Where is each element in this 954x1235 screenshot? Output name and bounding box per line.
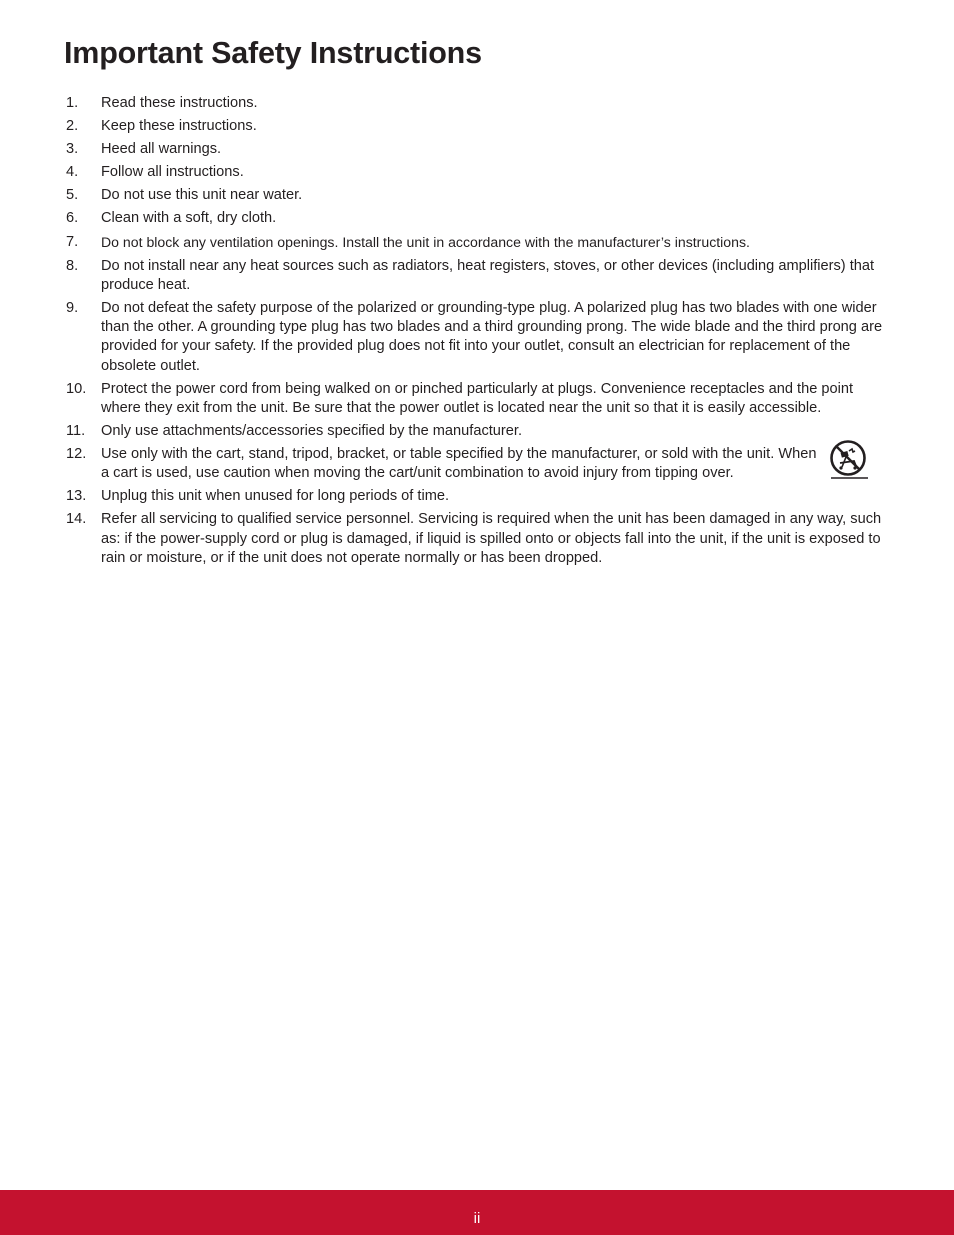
page-title: Important Safety Instructions <box>64 36 482 70</box>
page-number: ii <box>473 1210 481 1227</box>
instruction-number: 7. <box>66 233 79 250</box>
instruction-text: Only use attachments/accessories specified by the manufacturer. <box>101 422 522 439</box>
cart-tip-over-warning-icon <box>828 439 872 481</box>
instruction-number: 11. <box>66 422 86 439</box>
instruction-item <box>66 94 890 113</box>
instruction-number: 1. <box>66 95 79 111</box>
instruction-text: Use only with the cart, stand, tripod, bracket, or table specified by the manufacturer, or sold with the unit. When a cart is used, use caution when moving the cart/unit combination to avoid injury from tipping over. <box>101 446 817 482</box>
instruction-text: Unplug this unit when unused for long periods of time. <box>101 488 450 505</box>
instruction-number: 2. <box>66 118 79 135</box>
instruction-number: 6. <box>66 210 79 227</box>
instruction-text: Clean with a soft, dry cloth. <box>101 210 277 227</box>
instruction-number: 13. <box>66 488 87 505</box>
instruction-item <box>66 299 890 376</box>
instruction-item <box>66 186 890 205</box>
instruction-number: 4. <box>66 164 79 181</box>
instruction-text: Protect the power cord from being walked on or pinched particularly at plugs. Convenience receptacles and the point where they exit from the unit. Be sure that the power outlet is located near the unit so that it is easily accessible. <box>101 380 854 416</box>
instruction-item <box>66 140 890 159</box>
instruction-text: Do not block any ventilation openings. Install the unit in accordance with the manufacturer’s instructions. <box>101 233 750 250</box>
instruction-text: Refer all servicing to qualified service personnel. Servicing is required when the unit has been damaged in any way, such as: if the power-supply cord or plug is damaged, if liquid is spilled onto or objects fall into the unit, if the unit is exposed to rain or moisture, or if the unit does not operate normally or has been dropped. <box>101 511 882 566</box>
instruction-text: Follow all instructions. <box>101 164 244 181</box>
instruction-number: 12. <box>66 446 87 463</box>
instruction-text: Heed all warnings. <box>101 141 222 158</box>
instruction-number: 14. <box>66 511 87 528</box>
instruction-text: Do not defeat the safety purpose of the polarized or grounding-type plug. A polarized plug has two blades with one wider than the other. A grounding type plug has two blades and a third grounding prong. The wide blade and the third prong are provided for your safety. If the provided plug does not fit into your outlet, consult an electrician for replacement of the obsolete outlet. <box>101 299 883 374</box>
instruction-item <box>66 487 890 506</box>
instruction-item <box>66 257 890 295</box>
safety-instructions-list <box>66 94 890 572</box>
instruction-item <box>66 117 890 136</box>
instruction-item <box>66 510 890 568</box>
instruction-number: 8. <box>66 257 79 274</box>
instruction-item <box>66 380 890 418</box>
instruction-number: 9. <box>66 299 79 316</box>
instruction-number: 3. <box>66 141 79 158</box>
instruction-text: Do not install near any heat sources such as radiators, heat registers, stoves, or other devices (including amplifiers) that produce heat. <box>101 257 875 293</box>
instruction-number: 10. <box>66 380 87 397</box>
instruction-text: Do not use this unit near water. <box>101 187 303 204</box>
instruction-item <box>66 233 890 253</box>
instruction-item <box>66 209 890 228</box>
instruction-item <box>66 445 890 483</box>
footer-bar <box>0 1190 954 1235</box>
instruction-text: Keep these instructions. <box>101 118 257 135</box>
instruction-item <box>66 422 890 441</box>
instruction-number: 5. <box>66 187 79 204</box>
instruction-item <box>66 163 890 182</box>
instruction-text: Read these instructions. <box>101 95 258 111</box>
